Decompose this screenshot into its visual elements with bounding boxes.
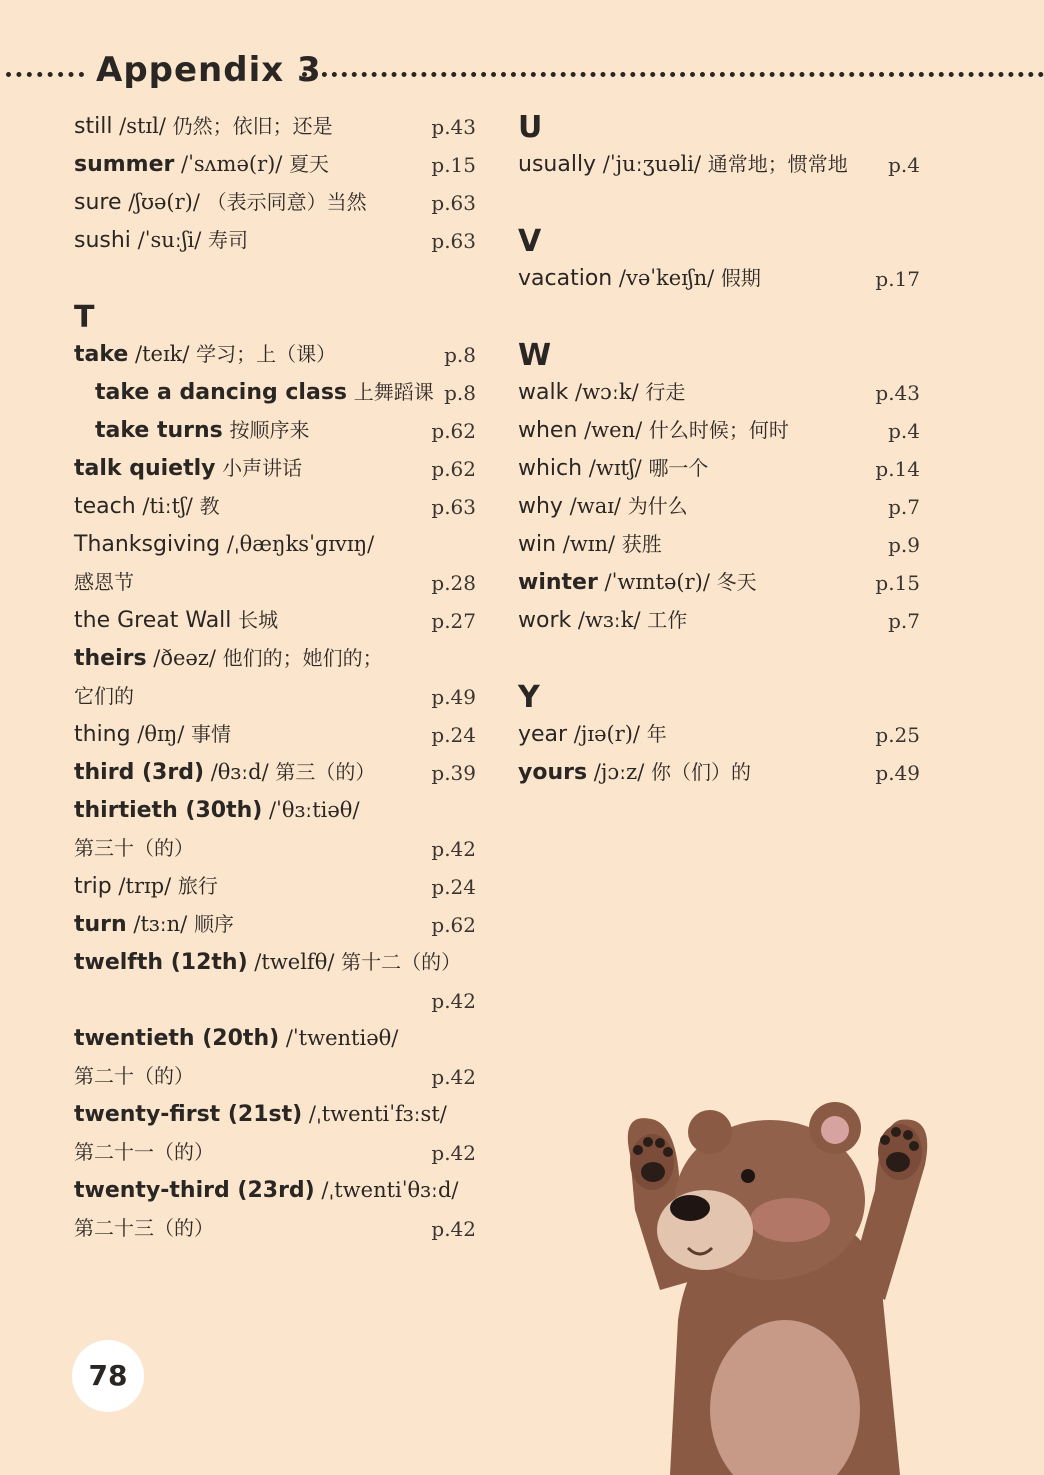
entry-translation: 第二十（的）	[74, 1064, 194, 1088]
entry-word: the Great Wall	[74, 608, 232, 633]
page-number: 78	[72, 1340, 144, 1412]
glossary-entry	[518, 754, 920, 792]
entry-page-ref: p.25	[875, 723, 920, 747]
section-letter: V	[518, 224, 542, 259]
entry-word: walk	[518, 380, 569, 405]
bear-left-paw-pad	[641, 1162, 665, 1182]
entry-text	[74, 949, 461, 976]
entry-word: yours	[518, 760, 588, 785]
entry-page-ref: p.4	[888, 419, 920, 443]
section-letter-row	[518, 108, 920, 146]
entry-phonetic: /ˌtwentiˈfɜːst/	[302, 1102, 447, 1126]
entry-translation: （表示同意）当然	[206, 190, 367, 214]
entry-phonetic: /tɜːn/	[126, 912, 194, 936]
entry-word: when	[518, 418, 578, 443]
glossary-entry	[518, 260, 920, 298]
entry-word: usually	[518, 152, 597, 177]
entry-word: teach	[74, 494, 136, 519]
entry-phonetic: /stɪl/	[112, 114, 173, 138]
glossary-entry	[74, 1134, 476, 1172]
entry-translation: 第三十（的）	[74, 836, 194, 860]
entry-word: twentieth	[74, 1026, 195, 1051]
entry-translation: 长城	[238, 608, 279, 632]
bear-eye	[741, 1169, 755, 1183]
entry-translation: 感恩节	[74, 570, 134, 594]
glossary-entry	[518, 564, 920, 602]
entry-page-ref: p.24	[431, 875, 476, 899]
glossary-entry	[74, 146, 476, 184]
entry-ordinal: (12th)	[163, 950, 248, 975]
entry-phonetic: /ˈjuːʒuəli/	[596, 152, 708, 176]
entry-word: thirtieth	[74, 798, 178, 823]
entry-translation: 获胜	[621, 532, 662, 556]
dotted-rule-right	[302, 72, 1044, 77]
entry-translation: 他们的；她们的；	[222, 646, 383, 670]
glossary-entry	[518, 602, 920, 640]
entry-page-ref: p.49	[875, 761, 920, 785]
entry-page-ref: p.42	[431, 837, 476, 861]
entry-word: why	[518, 494, 563, 519]
entry-phonetic: /ˈθɜːtiəθ/	[262, 798, 360, 822]
entry-translation: 小声讲话	[222, 456, 303, 480]
glossary-entry	[74, 222, 476, 260]
entry-word: which	[518, 456, 583, 481]
entry-phonetic: /ˌθæŋksˈɡɪvɪŋ/	[220, 532, 375, 556]
entry-page-ref: p.63	[431, 495, 476, 519]
glossary-entry	[74, 336, 476, 374]
entry-page-ref: p.8	[444, 381, 476, 405]
bear-nose	[670, 1195, 710, 1221]
entry-text	[518, 721, 667, 748]
entry-translation: 你（们）的	[650, 760, 751, 784]
entry-phonetic: /ˈwɪntə(r)/	[597, 570, 717, 594]
glossary-entry	[74, 1096, 476, 1134]
glossary-entry	[74, 374, 476, 412]
entry-text	[74, 911, 234, 938]
section-letter: W	[518, 338, 552, 373]
glossary-entry	[74, 526, 476, 564]
entry-word: trip	[74, 874, 112, 899]
entry-text	[518, 759, 751, 786]
entry-phonetic: /jɪə(r)/	[567, 722, 647, 746]
glossary-entry	[518, 374, 920, 412]
entry-ordinal: (21st)	[220, 1102, 303, 1127]
entry-ordinal: (3rd)	[134, 760, 205, 785]
entry-page-ref: p.9	[888, 533, 920, 557]
entry-page-ref: p.42	[431, 1217, 476, 1241]
entry-page-ref: p.63	[431, 191, 476, 215]
entry-text	[74, 189, 367, 216]
entry-translation: 事情	[190, 722, 231, 746]
entry-text	[74, 493, 220, 520]
entry-page-ref: p.62	[431, 457, 476, 481]
entry-text	[74, 569, 134, 596]
section-letter: U	[518, 110, 543, 145]
section-letter-row	[518, 222, 920, 260]
page-header	[0, 44, 1044, 96]
entry-text	[74, 1101, 447, 1128]
entry-text	[74, 151, 329, 178]
entry-word: theirs	[74, 646, 147, 671]
entry-phonetic: /ˈsʌmə(r)/	[174, 152, 290, 176]
entry-text	[74, 683, 134, 710]
entry-page-ref: p.43	[431, 115, 476, 139]
entry-phonetic: /wɪtʃ/	[582, 456, 649, 480]
section-letter-row	[74, 298, 476, 336]
glossary-entry	[74, 640, 476, 678]
glossary-entry	[74, 1058, 476, 1096]
glossary-entry	[74, 716, 476, 754]
entry-text	[74, 721, 231, 748]
entry-text	[518, 531, 662, 558]
glossary-entry	[74, 906, 476, 944]
section-letter-row	[518, 678, 920, 716]
glossary-entry	[74, 754, 476, 792]
glossary-entry	[74, 564, 476, 602]
entry-text	[518, 379, 685, 406]
entry-phonetic: /trɪp/	[111, 874, 178, 898]
glossary-entry	[74, 678, 476, 716]
entry-translation: 仍然；依旧；还是	[172, 114, 333, 138]
entry-text	[74, 341, 336, 368]
entry-page-ref: p.49	[431, 685, 476, 709]
entry-translation: 第二十一（的）	[74, 1140, 214, 1164]
entry-text	[74, 1139, 214, 1166]
entry-phonetic: /wɜːk/	[571, 608, 648, 632]
section-letter: Y	[518, 680, 540, 715]
entry-word: still	[74, 114, 113, 139]
section-letter-row	[518, 336, 920, 374]
glossary-entry	[74, 1210, 476, 1248]
entry-phonetic: /ˈsuːʃi/	[130, 228, 209, 252]
entry-word: twenty-first	[74, 1102, 221, 1127]
entry-page-ref: p.39	[431, 761, 476, 785]
entry-phonetic: /ˌtwentiˈθɜːd/	[314, 1178, 459, 1202]
entry-text	[74, 1177, 458, 1204]
entry-text	[518, 493, 688, 520]
glossary-entry	[74, 184, 476, 222]
entry-word: thing	[74, 722, 131, 747]
glossary-column-left	[74, 108, 476, 1248]
glossary-entry	[74, 488, 476, 526]
glossary-entry	[74, 868, 476, 906]
entry-word: third	[74, 760, 135, 785]
entry-word: win	[518, 532, 557, 557]
entry-phonetic: /jɔːz/	[587, 760, 651, 784]
entry-phonetic: /twelfθ/	[247, 950, 342, 974]
entry-page-ref: p.42	[431, 1141, 476, 1165]
glossary-entry	[518, 146, 920, 184]
entry-word: twelfth	[74, 950, 164, 975]
entry-word: winter	[518, 570, 598, 595]
section-spacer	[518, 640, 920, 678]
entry-text	[74, 607, 278, 634]
entry-translation: 教	[199, 494, 220, 518]
entry-word: Thanksgiving	[74, 532, 221, 557]
entry-translation: 按顺序来	[229, 418, 310, 442]
entry-text	[74, 1063, 194, 1090]
entry-page-ref: p.62	[431, 913, 476, 937]
entry-page-ref: p.27	[431, 609, 476, 633]
entry-ordinal: (30th)	[177, 798, 263, 823]
glossary-column-right	[518, 108, 920, 792]
entry-phonetic	[347, 380, 354, 404]
section-spacer	[518, 298, 920, 336]
entry-page-ref: p.15	[875, 571, 920, 595]
entry-translation: 年	[646, 722, 667, 746]
entry-translation: 什么时候；何时	[648, 418, 789, 442]
entry-word: work	[518, 608, 572, 633]
entry-text	[95, 417, 309, 444]
entry-page-ref: p.7	[888, 495, 920, 519]
entry-text	[518, 607, 687, 634]
entry-text	[518, 151, 848, 178]
entry-text	[74, 455, 302, 482]
entry-page-ref: p.43	[875, 381, 920, 405]
entry-phonetic: /wɔːk/	[568, 380, 646, 404]
entry-page-ref: p.14	[875, 457, 920, 481]
entry-text	[518, 569, 757, 596]
entry-word: talk quietly	[74, 456, 216, 481]
entry-translation: 上舞蹈课	[353, 380, 434, 404]
entry-text	[74, 113, 333, 140]
entry-translation: 顺序	[193, 912, 234, 936]
entry-text	[74, 873, 218, 900]
entry-text	[518, 417, 789, 444]
glossary-entry	[74, 412, 476, 450]
entry-translation: 行走	[645, 380, 686, 404]
bear-ear-left	[688, 1110, 732, 1154]
entry-phonetic: /θɪŋ/	[130, 722, 191, 746]
glossary-entry	[74, 830, 476, 868]
entry-text	[518, 265, 761, 292]
entry-page-ref: p.7	[888, 609, 920, 633]
entry-word: vacation	[518, 266, 613, 291]
bear-right-paw-pad	[886, 1152, 910, 1172]
bear-illustration	[600, 1080, 1040, 1475]
entry-translation: 通常地；惯常地	[707, 152, 848, 176]
glossary-entry	[74, 792, 476, 830]
section-letter: T	[74, 300, 95, 335]
entry-word: year	[518, 722, 568, 747]
entry-translation: 第二十三（的）	[74, 1216, 214, 1240]
section-spacer	[74, 260, 476, 298]
entry-phonetic: /tiːtʃ/	[135, 494, 200, 518]
entry-phonetic: /θɜːd/	[204, 760, 276, 784]
entry-translation: 它们的	[74, 684, 134, 708]
entry-text	[74, 645, 383, 672]
entry-text	[74, 531, 374, 558]
entry-phonetic: /wɪn/	[556, 532, 622, 556]
entry-text	[74, 227, 248, 254]
entry-page-ref: p.8	[444, 343, 476, 367]
glossary-entry	[518, 412, 920, 450]
entry-translation: 夏天	[289, 152, 330, 176]
entry-translation: 寿司	[208, 228, 249, 252]
entry-word: turn	[74, 912, 127, 937]
glossary-entry	[74, 1020, 476, 1058]
entry-phonetic: /vəˈkeɪʃn/	[612, 266, 721, 290]
entry-word: sushi	[74, 228, 131, 253]
section-spacer	[518, 184, 920, 222]
entry-phonetic: /wen/	[577, 418, 649, 442]
entry-ordinal: (20th)	[194, 1026, 280, 1051]
entry-page-ref: p.28	[431, 571, 476, 595]
entry-page-ref: p.15	[431, 153, 476, 177]
entry-translation: 假期	[720, 266, 761, 290]
entry-phonetic: /ʃʊə(r)/	[121, 190, 207, 214]
entry-page-ref: p.24	[431, 723, 476, 747]
entry-page-ref: p.17	[875, 267, 920, 291]
glossary-entry	[74, 450, 476, 488]
entry-text	[95, 379, 434, 406]
entry-translation: 工作	[647, 608, 688, 632]
glossary-entry	[74, 1172, 476, 1210]
entry-translation: 为什么	[627, 494, 688, 518]
entry-word: take turns	[95, 418, 223, 443]
entry-text	[518, 455, 708, 482]
entry-translation: 第三（的）	[275, 760, 376, 784]
entry-text	[74, 759, 375, 786]
glossary-entry	[74, 944, 476, 982]
glossary-entry	[518, 526, 920, 564]
entry-translation: 旅行	[177, 874, 218, 898]
entry-page-ref: p.42	[431, 989, 476, 1013]
entry-translation: 学习；上（课）	[196, 342, 337, 366]
entry-phonetic: /ðeəz/	[146, 646, 223, 670]
glossary-entry	[518, 450, 920, 488]
entry-text	[74, 1215, 214, 1242]
entry-word: sure	[74, 190, 122, 215]
entry-translation: 哪一个	[648, 456, 709, 480]
glossary-entry	[518, 488, 920, 526]
entry-word: twenty-third	[74, 1178, 230, 1203]
entry-word: take a dancing class	[95, 380, 348, 405]
entry-phonetic: /ˈtwentiəθ/	[279, 1026, 399, 1050]
entry-text	[74, 797, 360, 824]
glossary-entry	[74, 108, 476, 146]
entry-text	[74, 1025, 398, 1052]
entry-phonetic: /waɪ/	[562, 494, 628, 518]
dotted-rule-left	[6, 72, 84, 77]
entry-translation: 冬天	[716, 570, 757, 594]
entry-page-ref: p.63	[431, 229, 476, 253]
glossary-entry	[74, 982, 476, 1020]
glossary-entry	[518, 716, 920, 754]
entry-ordinal: (23rd)	[229, 1178, 315, 1203]
entry-word: take	[74, 342, 129, 367]
entry-page-ref: p.4	[888, 153, 920, 177]
entry-phonetic: /teɪk/	[128, 342, 197, 366]
entry-translation: 第十二（的）	[341, 950, 462, 974]
page-title: Appendix 3	[96, 50, 322, 90]
entry-text	[74, 835, 194, 862]
entry-word: summer	[74, 152, 175, 177]
entry-page-ref: p.62	[431, 419, 476, 443]
glossary-entry	[74, 602, 476, 640]
entry-page-ref: p.42	[431, 1065, 476, 1089]
